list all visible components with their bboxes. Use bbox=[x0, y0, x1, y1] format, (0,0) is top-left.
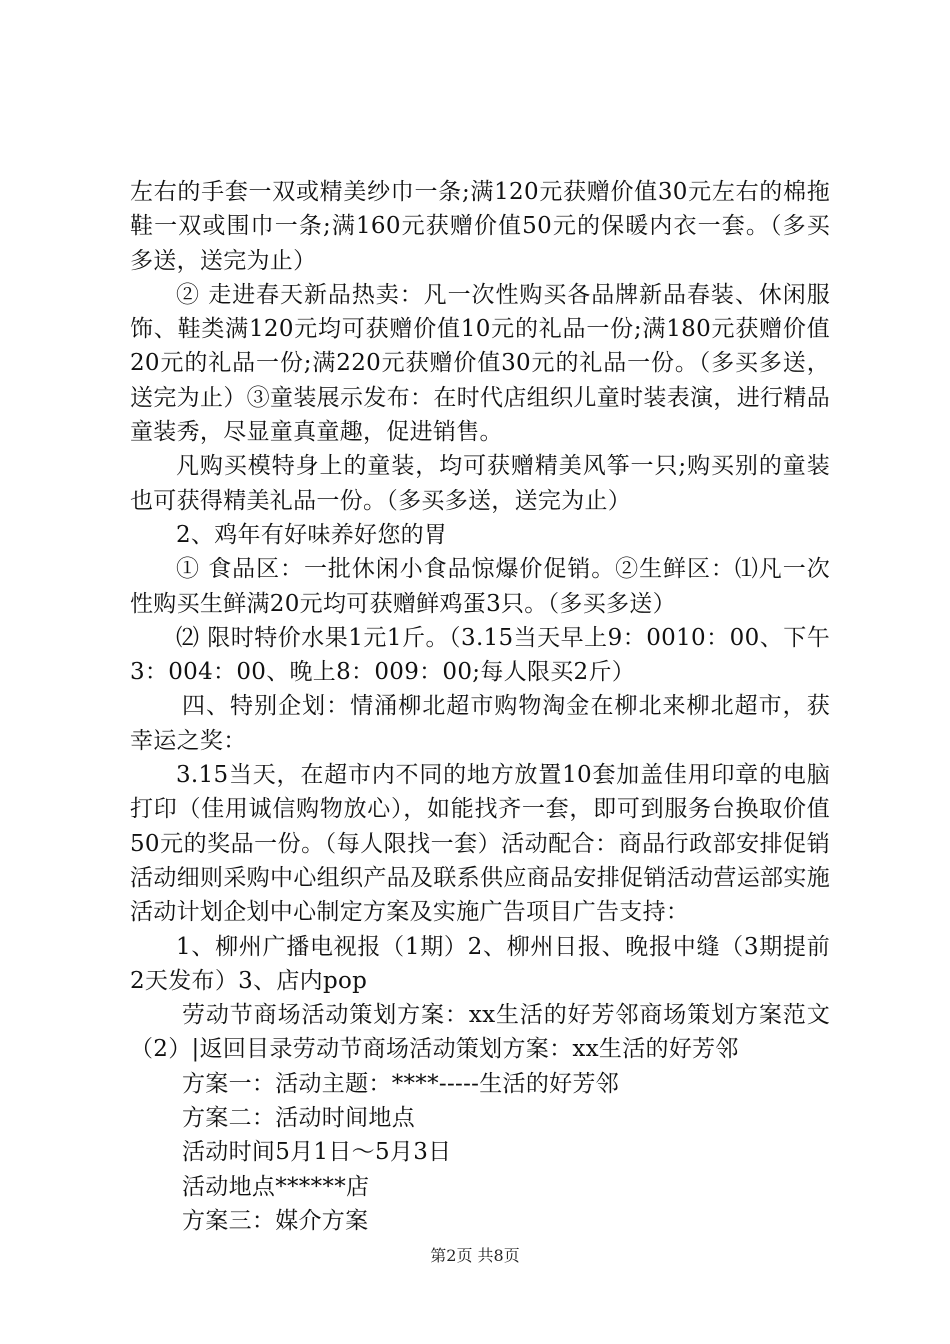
page-number-footer: 第2页 共8页 bbox=[430, 1246, 520, 1265]
paragraph-food-fresh-area: ① 食品区：一批休闲小食品惊爆价促销。②生鲜区：⑴凡一次性购买生鲜满20元均可获赠鲜鸡蛋3只。（多买多送） bbox=[130, 556, 830, 617]
paragraph-activity-location: 活动地点******店 bbox=[182, 1173, 370, 1200]
paragraph-plan-one: 方案一：活动主题：****-----生活的好芳邻 bbox=[182, 1070, 620, 1097]
paragraph-plan-three: 方案三：媒介方案 bbox=[182, 1207, 369, 1234]
paragraph-section-food: 2、鸡年有好味养好您的胃 bbox=[176, 521, 448, 548]
paragraph-labor-day-heading: 劳动节商场活动策划方案：xx生活的好芳邻商场策划方案范文（2）|返回目录劳动节商场活动策划方案：xx生活的好芳邻 bbox=[130, 1002, 830, 1063]
paragraph-kids-clothing-gift: 凡购买模特身上的童装，均可获赠精美风筝一只;购买别的童装也可获得精美礼品一份。（多买多送，送完为止） bbox=[130, 453, 830, 514]
paragraph-special-planning: 四、特别企划：情涌柳北超市购物淘金在柳北来柳北超市，获幸运之奖： bbox=[130, 693, 830, 754]
paragraph-activity-time: 活动时间5月1日～5月3日 bbox=[182, 1139, 452, 1166]
document-body bbox=[130, 175, 830, 1238]
paragraph-treasure-hunt: 3.15当天，在超市内不同的地方放置10套加盖佳用印章的电脑打印（佳用诚信购物放心），如能找齐一套，即可到服务台换取价值50元的奖品一份。（每人限找一套）活动配合：商品行政部安排促销活动细则采购中心组织产品及联系供应商品安排促销活动营运部实施活动计划企划中心制定方案及实施广告项目广告支持： bbox=[130, 762, 830, 926]
paragraph-media-support: 1、柳州广播电视报（1期）2、柳州日报、晚报中缝（3期提前2天发布）3、店内pop bbox=[130, 933, 830, 994]
paragraph-spring-new-arrivals: ② 走进春天新品热卖：凡一次性购买各品牌新品春装、休闲服饰、鞋类满120元均可获赠价值10元的礼品一份;满180元获赠价值20元的礼品一份;满220元获赠价值30元的礼品一份。（多买多送，送完为止）③童装展示发布：在时代店组织儿童时装表演，进行精品童装秀，尽显童真童趣，促进销售。 bbox=[130, 281, 830, 446]
paragraph-plan-two: 方案二：活动时间地点 bbox=[182, 1105, 415, 1132]
paragraph-fruit-special: ⑵ 限时特价水果1元1斤。（3.15当天早上9：0010：00、下午3：004：00、晚上8：009：00;每人限买2斤） bbox=[130, 624, 830, 686]
paragraph-gift-tiers: 左右的手套一双或精美纱巾一条;满120元获赠价值30元左右的棉拖鞋一双或围巾一条;满160元获赠价值50元的保暖内衣一套。（多买多送，送完为止） bbox=[130, 179, 830, 274]
